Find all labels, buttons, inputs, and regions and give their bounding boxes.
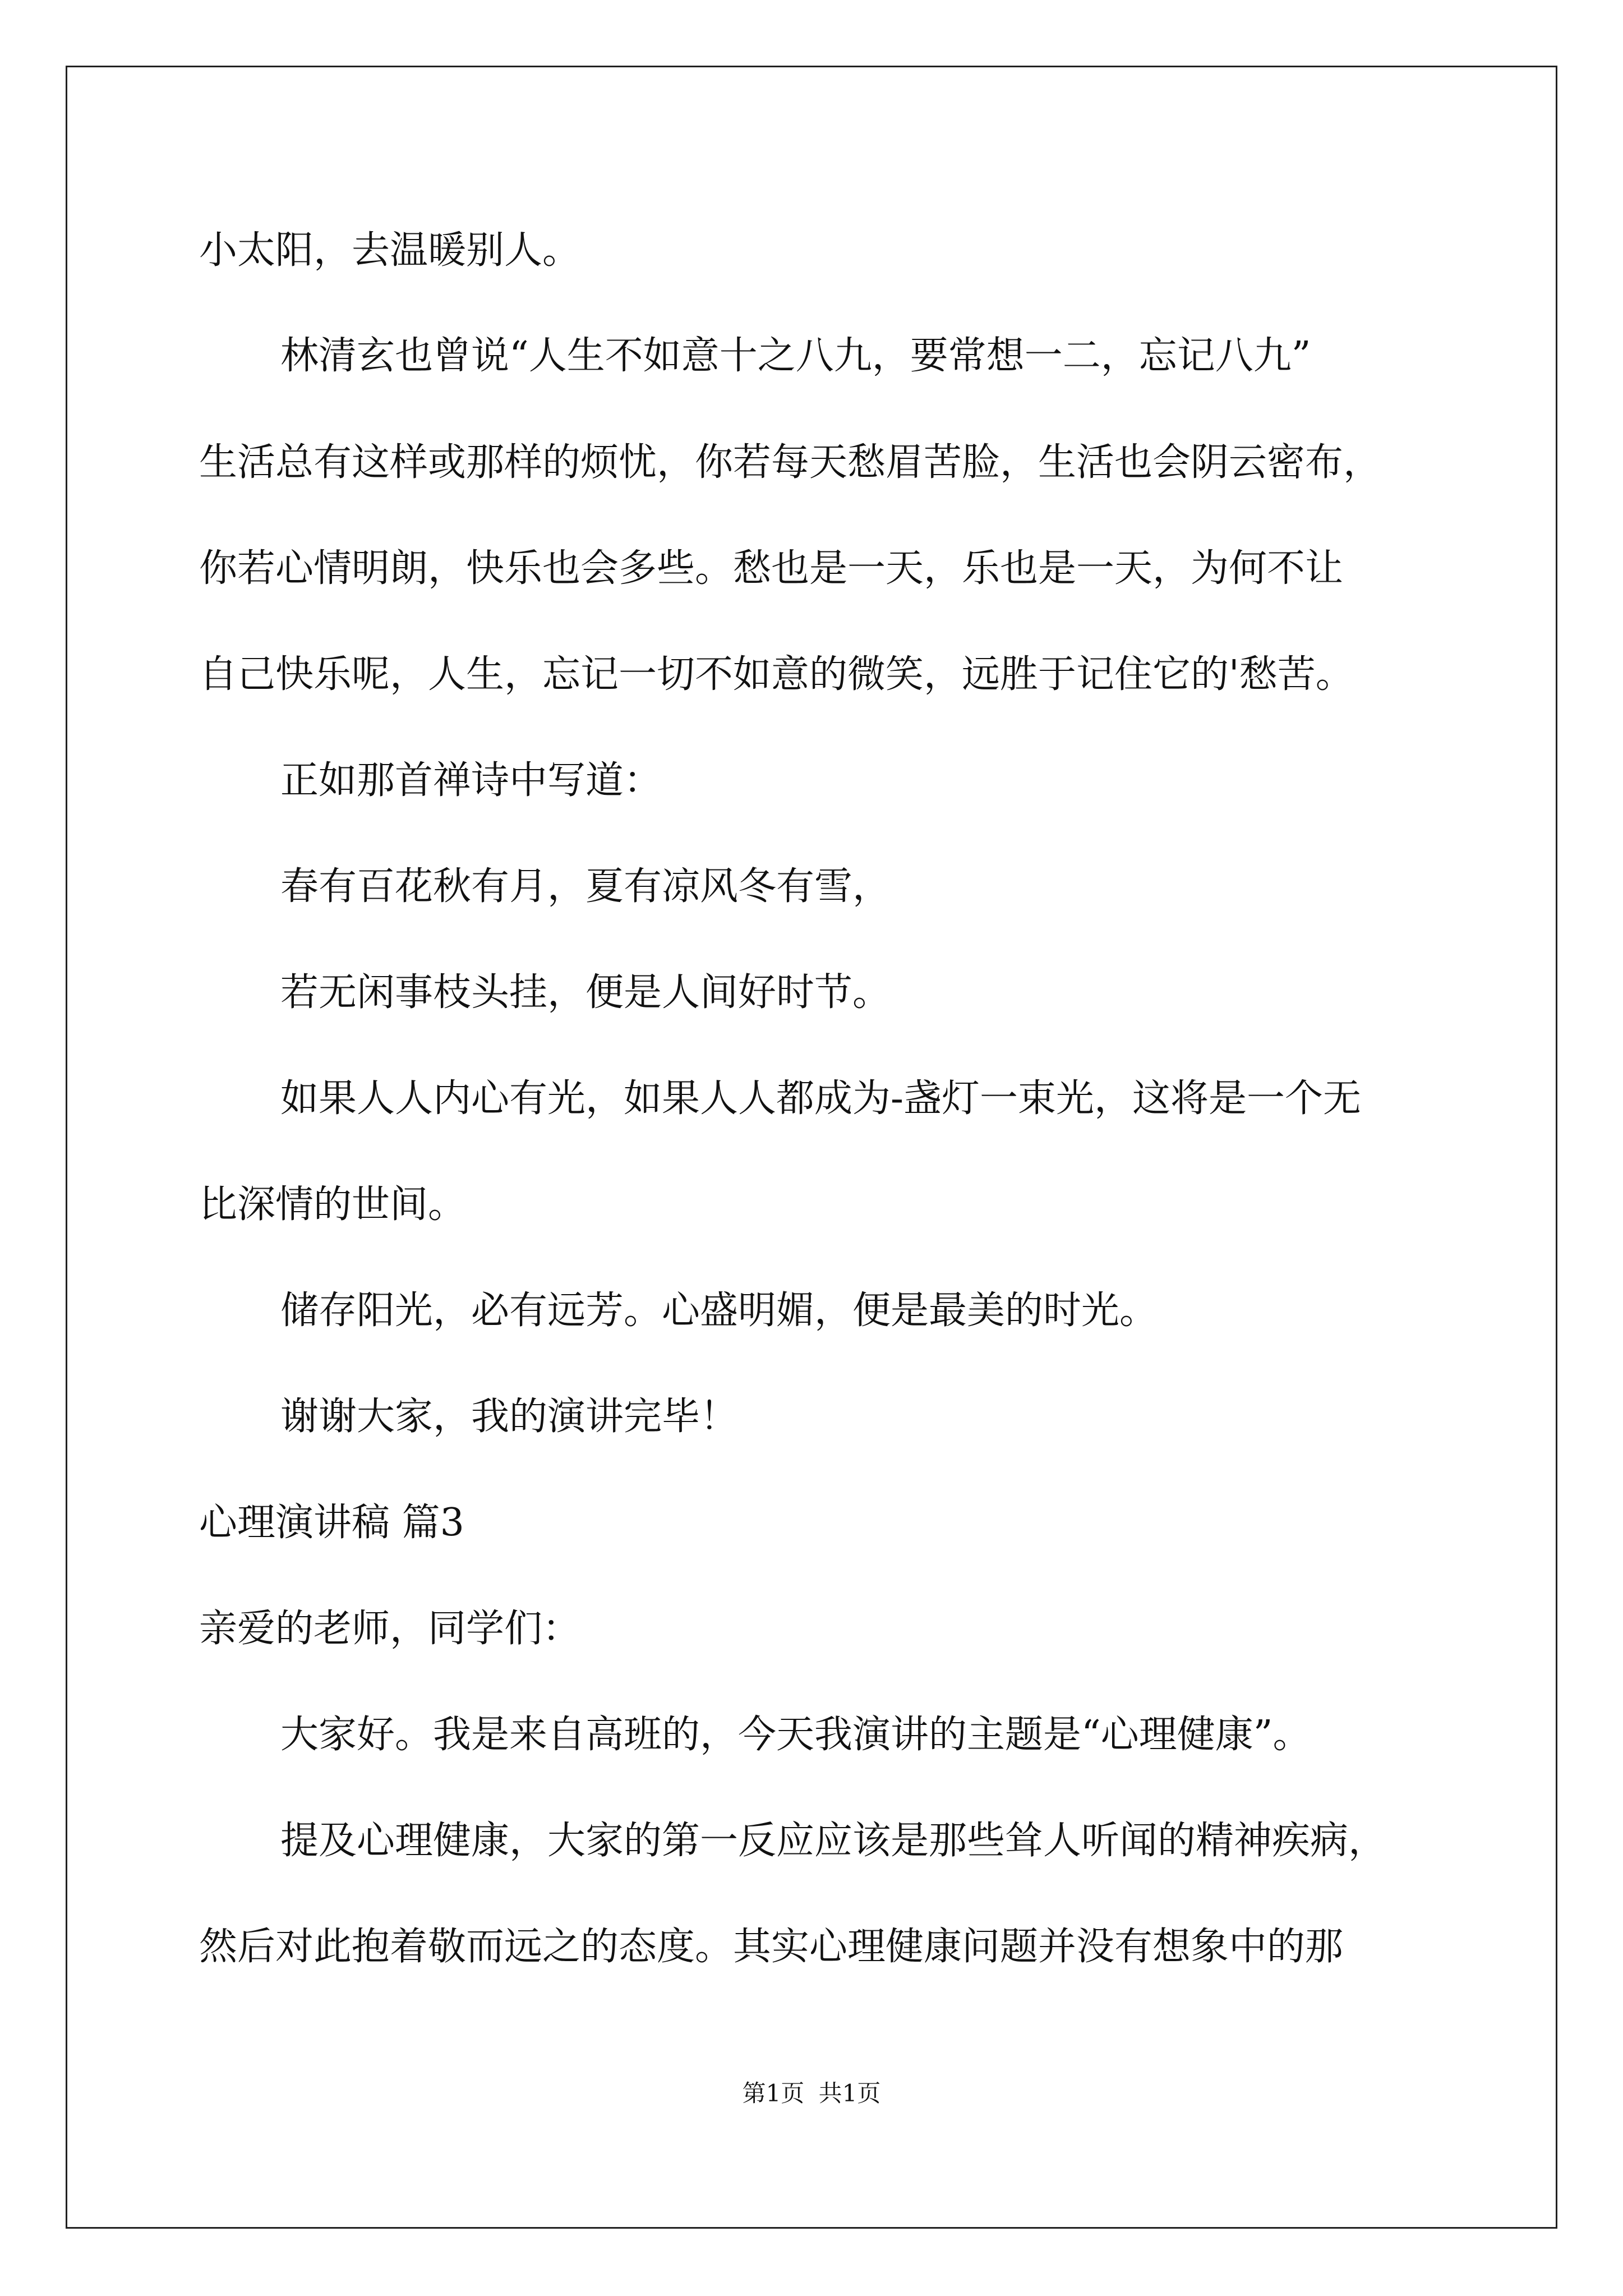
- text-line-12: 谢谢大家，我的演讲完毕！: [280, 1395, 739, 1439]
- text-line-17: 然后对此抱着敬而远之的态度。其实心理健康问题并没有想象中的那: [199, 1925, 1344, 1969]
- page-total: 共1页: [818, 2079, 881, 2107]
- page-border: [66, 66, 1557, 2229]
- salutation: 亲爱的老师，同学们：: [199, 1607, 581, 1651]
- poem-line-2: 若无闲事枝头挂，便是人间好时节。: [280, 970, 891, 1015]
- text-line-11: 储存阳光，必有远芳。心盛明媚，便是最美的时光。: [280, 1289, 1158, 1333]
- text-line-9: 如果人人内心有光，如果人人都成为-盏灯一束光，这将是一个无: [280, 1076, 1361, 1121]
- text-line-16: 提及心理健康，大家的第一反应应该是那些耸人听闻的精神疾病，: [280, 1819, 1387, 1863]
- text-line-1: 小太阳，去温暖别人。: [199, 228, 581, 273]
- text-line-15: 大家好。我是来自高班的，今天我演讲的主题是“心理健康”。: [280, 1713, 1311, 1757]
- text-line-10: 比深情的世间。: [199, 1182, 467, 1227]
- text-line-4: 你若心情明朗，快乐也会多些。愁也是一天，乐也是一天，为何不让: [199, 546, 1344, 591]
- text-line-2: 林清玄也曾说“人生不如意十之八九，要常想一二，忘记八九”: [280, 334, 1311, 378]
- section-heading: 心理演讲稿 篇3: [199, 1501, 464, 1545]
- text-line-5: 自己快乐呢，人生，忘记一切不如意的微笑，远胜于记住它的'愁苦。: [199, 652, 1354, 697]
- page-number: 第1页: [742, 2079, 805, 2107]
- text-line-6: 正如那首禅诗中写道：: [280, 758, 662, 803]
- page-footer: [0, 2077, 1623, 2110]
- poem-line-1: 春有百花秋有月，夏有凉风冬有雪，: [280, 864, 891, 909]
- text-line-3: 生活总有这样或那样的烦忧，你若每天愁眉苦脸，生活也会阴云密布，: [199, 440, 1382, 485]
